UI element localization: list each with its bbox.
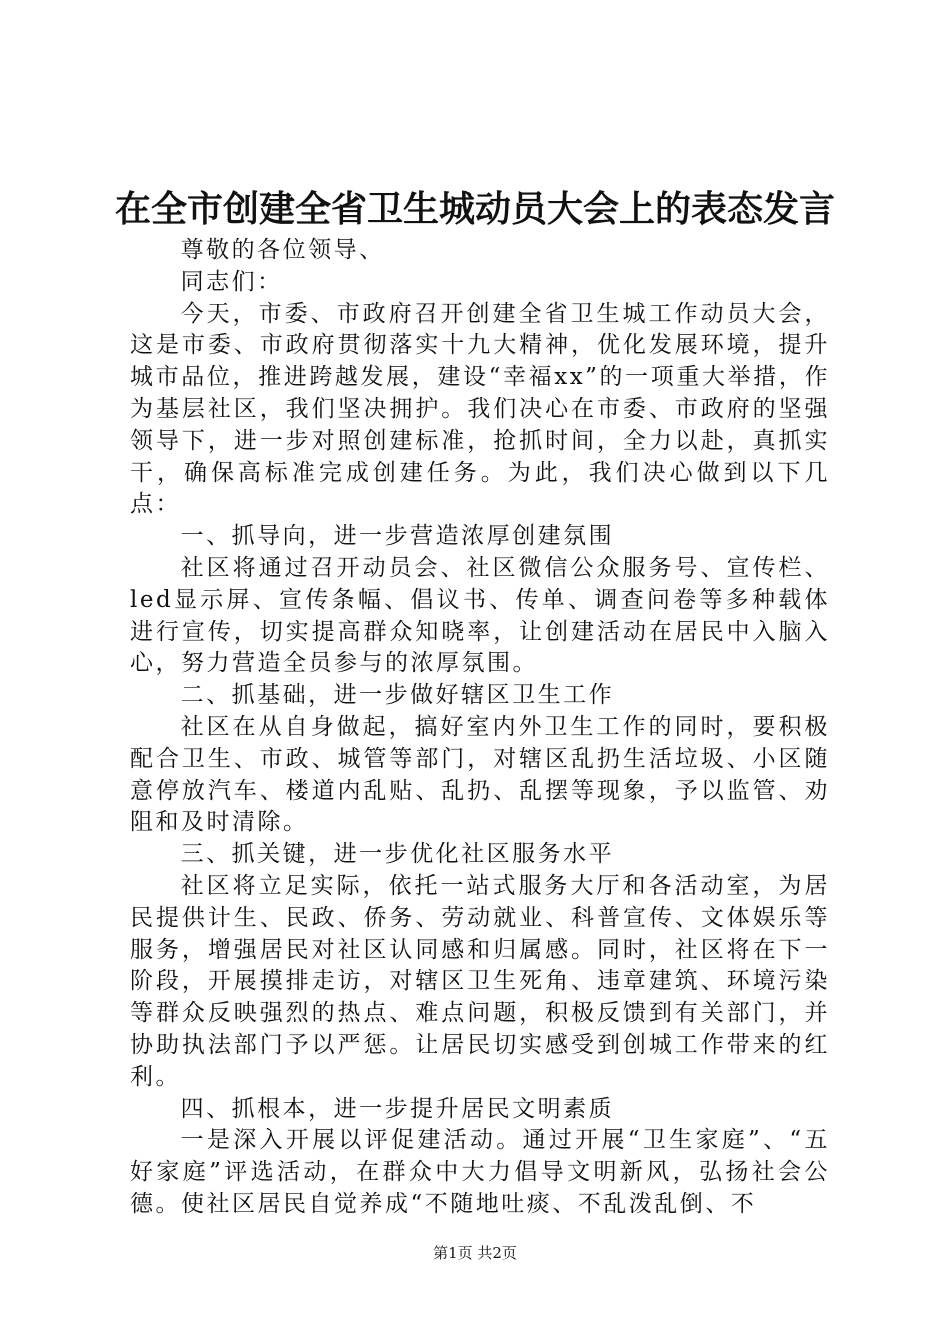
section-heading: 一、抓导向，进一步营造浓厚创建氛围 bbox=[180, 523, 615, 550]
document-title: 在全市创建全省卫生城动员大会上的表态发言 bbox=[114, 188, 835, 230]
page-number-footer: 第1页 共2页 bbox=[433, 1244, 517, 1262]
section-heading: 二、抓基础，进一步做好辖区卫生工作 bbox=[180, 682, 615, 709]
salutation-line: 尊敬的各位领导、 bbox=[180, 237, 385, 263]
body-paragraph: 社区在从自身做起，搞好室内外卫生工作的同时，要积极配合卫生、市政、城管等部门，对辖区乱扔生活垃圾、小区随意停放汽车、楼道内乱贴、乱扔、乱摆等现象，予以监管、劝阻和及时清除。 bbox=[130, 713, 830, 836]
document-body bbox=[130, 235, 830, 1221]
body-paragraph: 社区将立足实际，依托一站式服务大厅和各活动室，为居民提供计生、民政、侨务、劳动就业、科普宣传、文体娱乐等服务，增强居民对社区认同感和归属感。同时，社区将在下一阶段，开展摸排走访，对辖区卫生死角、违章建筑、环境污染等群众反映强烈的热点、难点问题，积极反馈到有关部门，并协助执法部门予以严惩。让居民切实感受到创城工作带来的红利。 bbox=[130, 872, 830, 1090]
salutation-line: 同志们： bbox=[180, 268, 283, 295]
body-paragraph: 社区将通过召开动员会、社区微信公众服务号、宣传栏、led显示屏、宣传条幅、倡议书、传单、调查问卷等多种载体进行宣传，切实提高群众知晓率，让创建活动在居民中入脑入心，努力营造全员参与的浓厚氛围。 bbox=[130, 554, 830, 677]
section-heading: 三、抓关键，进一步优化社区服务水平 bbox=[180, 841, 615, 868]
section-heading: 四、抓根本，进一步提升居民文明素质 bbox=[180, 1095, 615, 1122]
body-paragraph: 一是深入开展以评促建活动。通过开展“卫生家庭”、“五好家庭”评选活动，在群众中大力倡导文明新风，弘扬社会公德。使社区居民自觉养成“不随地吐痰、不乱泼乱倒、不 bbox=[130, 1127, 830, 1217]
body-paragraph: 今天，市委、市政府召开创建全省卫生城工作动员大会，这是市委、市政府贯彻落实十九大精神，优化发展环境，提升城市品位，推进跨越发展，建设“幸福xx”的一项重大举措，作为基层社区，我们坚决拥护。我们决心在市委、市政府的坚强领导下，进一步对照创建标准，抢抓时间，全力以赴，真抓实干，确保高标准完成创建任务。为此，我们决心做到以下几点： bbox=[130, 300, 830, 518]
